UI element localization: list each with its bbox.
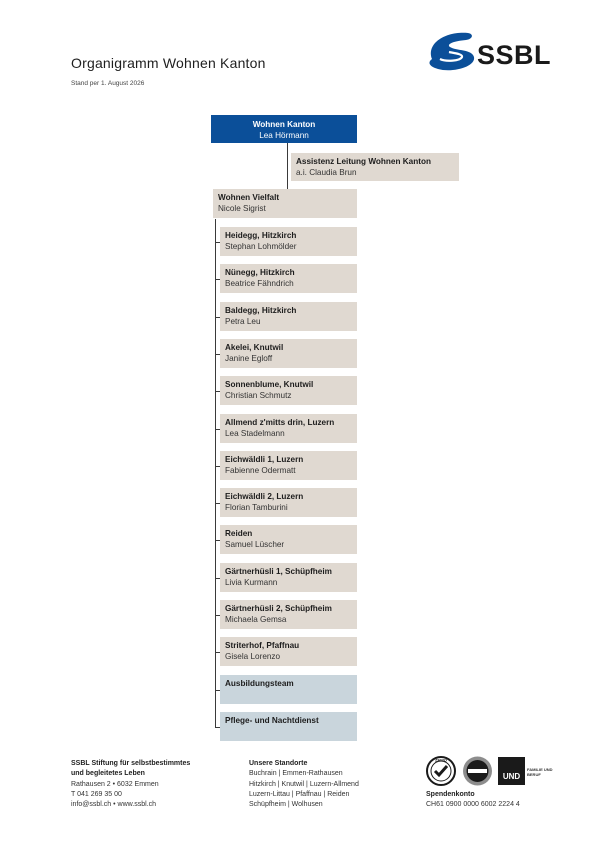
org-unit-person: Florian Tamburini bbox=[225, 503, 288, 512]
footer-loc1: Buchrain | Emmen-Rathausen bbox=[249, 770, 343, 778]
org-unit-name: Gärtnerhüsli 1, Schüpfheim bbox=[225, 567, 332, 576]
org-unit-name: Heidegg, Hitzkirch bbox=[225, 231, 297, 240]
org-unit-box bbox=[220, 414, 357, 443]
connector-unit bbox=[215, 690, 220, 691]
org-unit-box bbox=[220, 712, 357, 741]
footer-web: info@ssbl.ch • www.ssbl.ch bbox=[71, 801, 157, 809]
org-unit-name: Akelei, Knutwil bbox=[225, 343, 284, 352]
footer-locations bbox=[249, 759, 359, 810]
connector-assistant-h bbox=[287, 153, 288, 181]
org-unit-box bbox=[220, 339, 357, 368]
org-vielfalt bbox=[213, 189, 357, 218]
connector-unit bbox=[215, 652, 220, 653]
org-unit-box bbox=[220, 637, 357, 666]
svg-text:UND: UND bbox=[502, 772, 521, 781]
footer-loc3: Luzern-Littau | Pfaffnau | Reiden bbox=[249, 790, 350, 798]
org-unit-name: Ausbildungsteam bbox=[225, 679, 294, 688]
footer-phone: T 041 269 35 00 bbox=[71, 790, 122, 798]
connector-top-to-assistant bbox=[287, 143, 288, 153]
org-unit-name: Nünegg, Hitzkirch bbox=[225, 268, 295, 277]
org-unit-box bbox=[220, 563, 357, 592]
footer-account bbox=[426, 790, 520, 811]
footer-account-title: Spendenkonto bbox=[426, 791, 475, 798]
org-unit-name: Striterhof, Pfaffnau bbox=[225, 641, 300, 650]
svg-text:ZEWO: ZEWO bbox=[435, 757, 447, 763]
org-top-unit-name: Wohnen Kanton bbox=[252, 120, 316, 129]
connector-top-to-vielfalt bbox=[287, 181, 288, 189]
org-unit-box bbox=[220, 302, 357, 331]
org-unit-box bbox=[220, 600, 357, 629]
org-unit-box bbox=[220, 525, 357, 554]
org-unit-box bbox=[220, 227, 357, 256]
org-unit-name: Baldegg, Hitzkirch bbox=[225, 306, 297, 315]
connector-unit bbox=[215, 727, 220, 728]
connector-unit bbox=[215, 242, 220, 243]
und-badge-icon bbox=[498, 757, 525, 785]
org-assistant-person: a.i. Claudia Brun bbox=[296, 168, 357, 177]
page-title: Organigramm Wohnen Kanton bbox=[71, 55, 266, 71]
org-unit-name: Pflege- und Nachtdienst bbox=[225, 716, 319, 725]
org-unit-person: Livia Kurmann bbox=[225, 578, 278, 587]
org-assistant bbox=[291, 153, 459, 181]
connector-unit bbox=[215, 354, 220, 355]
footer-loc4: Schüpfheim | Wolhusen bbox=[249, 801, 323, 809]
footer-loc2: Hitzkirch | Knutwil | Luzern-Allmend bbox=[249, 780, 359, 788]
footer-address: Rathausen 2 • 6032 Emmen bbox=[71, 780, 159, 788]
org-unit-person: Petra Leu bbox=[225, 317, 261, 326]
org-unit-person: Gisela Lorenzo bbox=[225, 652, 281, 661]
org-vielfalt-person: Nicole Sigrist bbox=[218, 204, 266, 213]
cert-label-familie: FAMILIE UND BERUF bbox=[527, 767, 553, 777]
org-vielfalt-name: Wohnen Vielfalt bbox=[218, 193, 280, 202]
org-unit-person: Fabienne Odermatt bbox=[225, 466, 296, 475]
org-unit-person: Michaela Gemsa bbox=[225, 615, 287, 624]
org-unit-box bbox=[220, 264, 357, 293]
footer-locations-title: Unsere Standorte bbox=[249, 760, 308, 767]
org-unit-person: Lea Stadelmann bbox=[225, 429, 285, 438]
connector-unit bbox=[215, 540, 220, 541]
org-unit-person: Samuel Lüscher bbox=[225, 540, 285, 549]
org-unit-name: Gärtnerhüsli 2, Schüpfheim bbox=[225, 604, 332, 613]
org-unit-person: Janine Egloff bbox=[225, 354, 273, 363]
connector-unit bbox=[215, 279, 220, 280]
connector-unit bbox=[215, 466, 220, 467]
org-top-unit bbox=[211, 115, 357, 143]
connector-unit bbox=[215, 503, 220, 504]
org-unit-name: Reiden bbox=[225, 529, 253, 538]
connector-units-vertical bbox=[215, 219, 216, 727]
org-unit-person: Christian Schmutz bbox=[225, 391, 292, 400]
org-unit-box bbox=[220, 376, 357, 405]
connector-unit bbox=[215, 391, 220, 392]
org-unit-box bbox=[220, 675, 357, 704]
logo-wordmark: SSBL bbox=[477, 40, 552, 70]
zewo-seal-icon bbox=[425, 755, 457, 787]
org-unit-person: Stephan Lohmölder bbox=[225, 242, 297, 251]
footer-org-line1: SSBL Stiftung für selbstbestimmtes bbox=[71, 760, 191, 767]
org-unit-name: Sonnenblume, Knutwil bbox=[225, 380, 314, 389]
org-unit-name: Eichwäldli 2, Luzern bbox=[225, 492, 304, 501]
footer-org-line2: und begleitetes Leben bbox=[71, 770, 145, 778]
footer-organization bbox=[71, 759, 190, 810]
connector-unit bbox=[215, 615, 220, 616]
quality-seal-icon bbox=[461, 755, 494, 787]
org-top-unit-person: Lea Hörmann bbox=[259, 131, 309, 140]
org-unit-box bbox=[220, 451, 357, 480]
page-subtitle: Stand per 1. August 2026 bbox=[71, 80, 145, 87]
org-unit-name: Eichwäldli 1, Luzern bbox=[225, 455, 304, 464]
org-unit-box bbox=[220, 488, 357, 517]
connector-unit bbox=[215, 429, 220, 430]
footer-account-number: CH61 0900 0000 6002 2224 4 bbox=[426, 801, 520, 809]
org-assistant-name: Assistenz Leitung Wohnen Kanton bbox=[296, 157, 431, 166]
org-unit-name: Allmend z'mitts drin, Luzern bbox=[225, 418, 335, 427]
connector-unit bbox=[215, 578, 220, 579]
org-unit-person: Beatrice Fähndrich bbox=[225, 279, 294, 288]
connector-unit bbox=[215, 317, 220, 318]
